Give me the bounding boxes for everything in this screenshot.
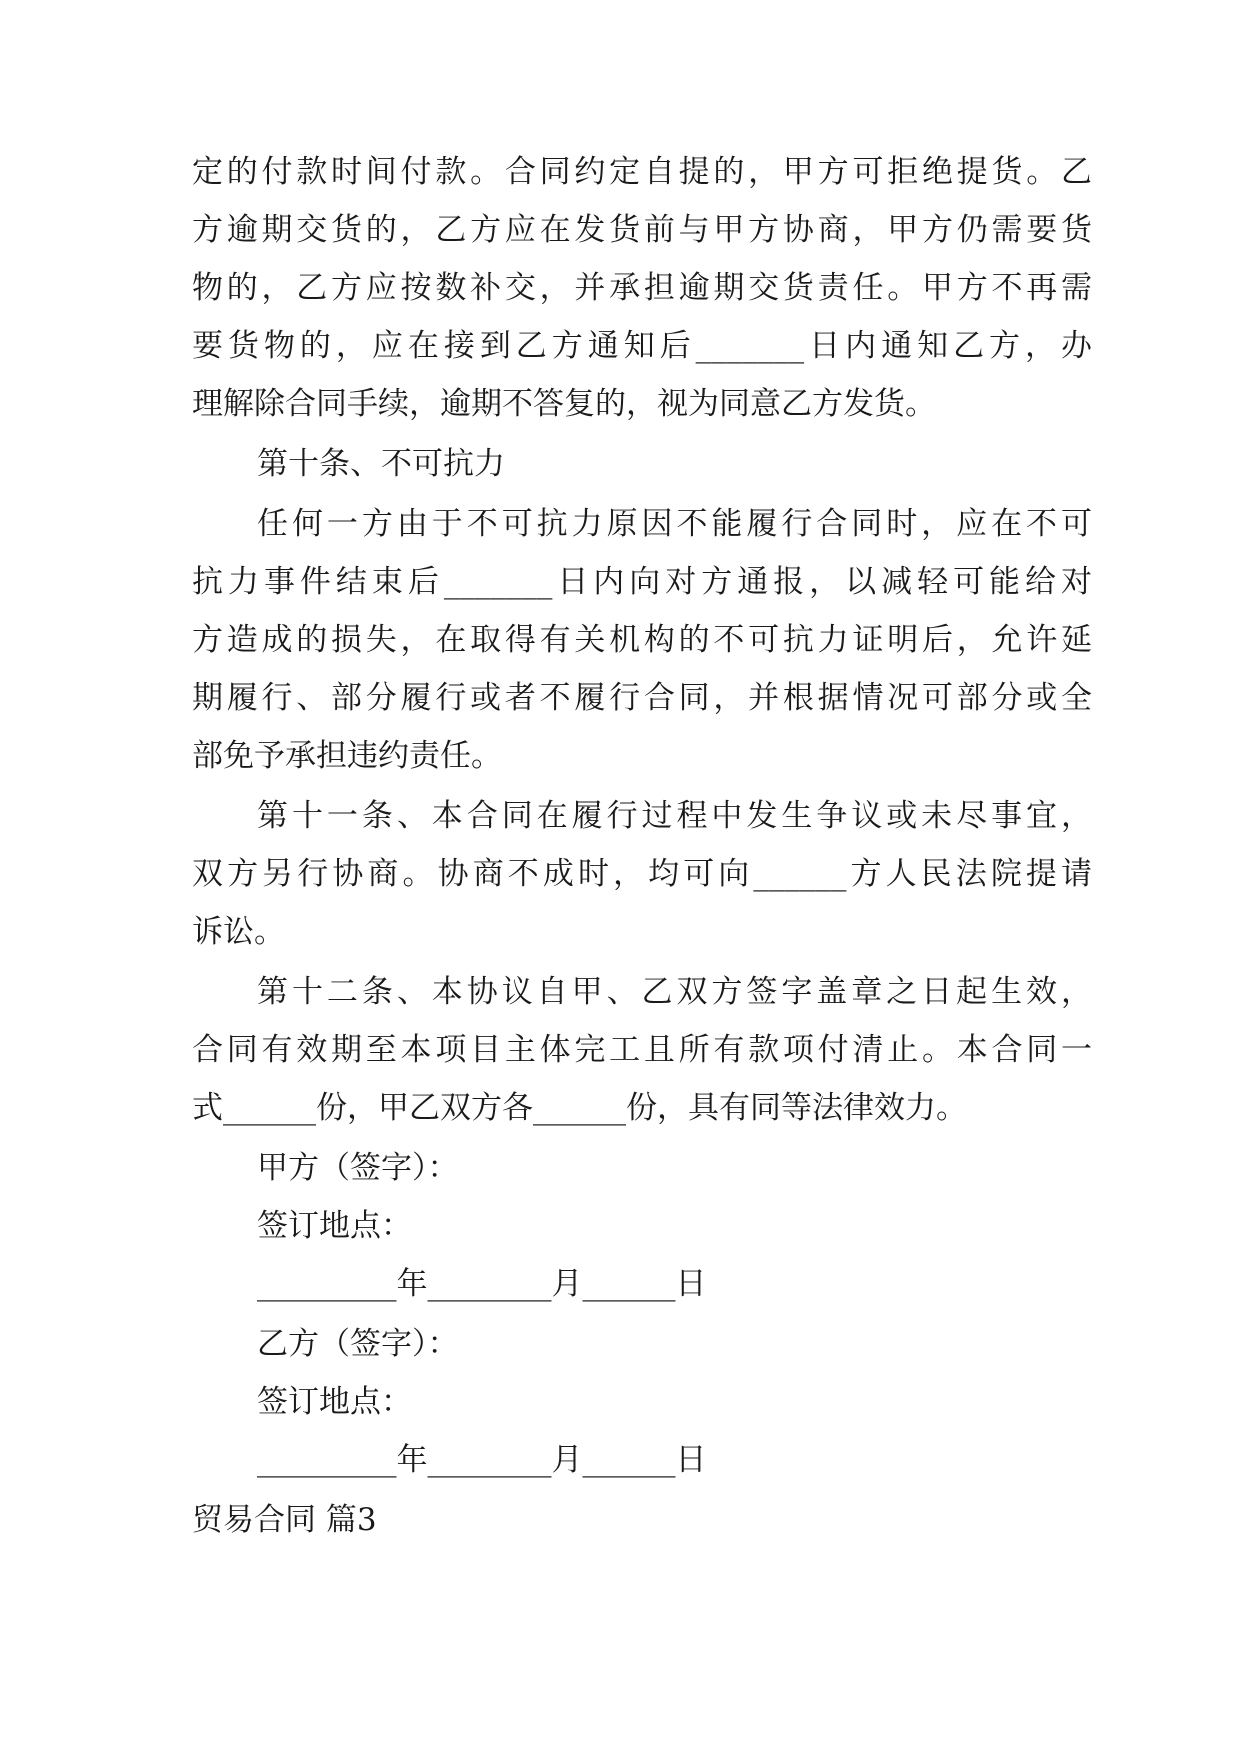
paragraph-line: 要货物的，应在接到乙方通知后_______日内通知乙方，办 <box>192 328 1092 364</box>
paragraph-line: 期履行、部分履行或者不履行合同，并根据情况可部分或全 <box>192 680 1092 716</box>
paragraph-line: 抗力事件结束后_______日内向对方通报，以减轻可能给对 <box>192 564 1092 600</box>
paragraph-line: 合同有效期至本项目主体完工且所有款项付清止。本合同一 <box>192 1032 1092 1068</box>
section-heading: 第十条、不可抗力 <box>257 446 505 482</box>
paragraph-line: 方逾期交货的，乙方应在发货前与甲方协商，甲方仍需要货 <box>192 212 1092 248</box>
paragraph-line: 部免予承担违约责任。 <box>192 738 502 774</box>
paragraph-line: 任何一方由于不可抗力原因不能履行合同时，应在不可 <box>257 506 1092 542</box>
paragraph-line: 定的付款时间付款。合同约定自提的，甲方可拒绝提货。乙 <box>192 154 1092 190</box>
party-b-signature: 乙方（签字）： <box>257 1326 459 1362</box>
party-b-signing-place: 签订地点： <box>257 1384 412 1420</box>
paragraph-line: 双方另行协商。协商不成时，均可向______方人民法院提请 <box>192 856 1092 892</box>
party-a-signature: 甲方（签字）： <box>257 1150 459 1186</box>
paragraph-line: 物的，乙方应按数补交，并承担逾期交货责任。甲方不再需 <box>192 270 1092 306</box>
party-a-signing-place: 签订地点： <box>257 1208 412 1244</box>
next-contract-title: 贸易合同 篇3 <box>192 1502 377 1538</box>
party-a-date: _________年________月______日 <box>257 1266 707 1302</box>
party-b-date: _________年________月______日 <box>257 1442 707 1478</box>
paragraph-line: 理解除合同手续，逾期不答复的，视为同意乙方发货。 <box>192 386 936 422</box>
paragraph-line: 方造成的损失，在取得有关机构的不可抗力证明后，允许延 <box>192 622 1092 658</box>
paragraph-line: 第十二条、本协议自甲、乙双方签字盖章之日起生效， <box>257 974 1092 1010</box>
paragraph-line: 第十一条、本合同在履行过程中发生争议或未尽事宜， <box>257 798 1092 834</box>
paragraph-line: 式______份，甲乙双方各______份，具有同等法律效力。 <box>192 1090 967 1126</box>
paragraph-line: 诉讼。 <box>192 914 285 950</box>
